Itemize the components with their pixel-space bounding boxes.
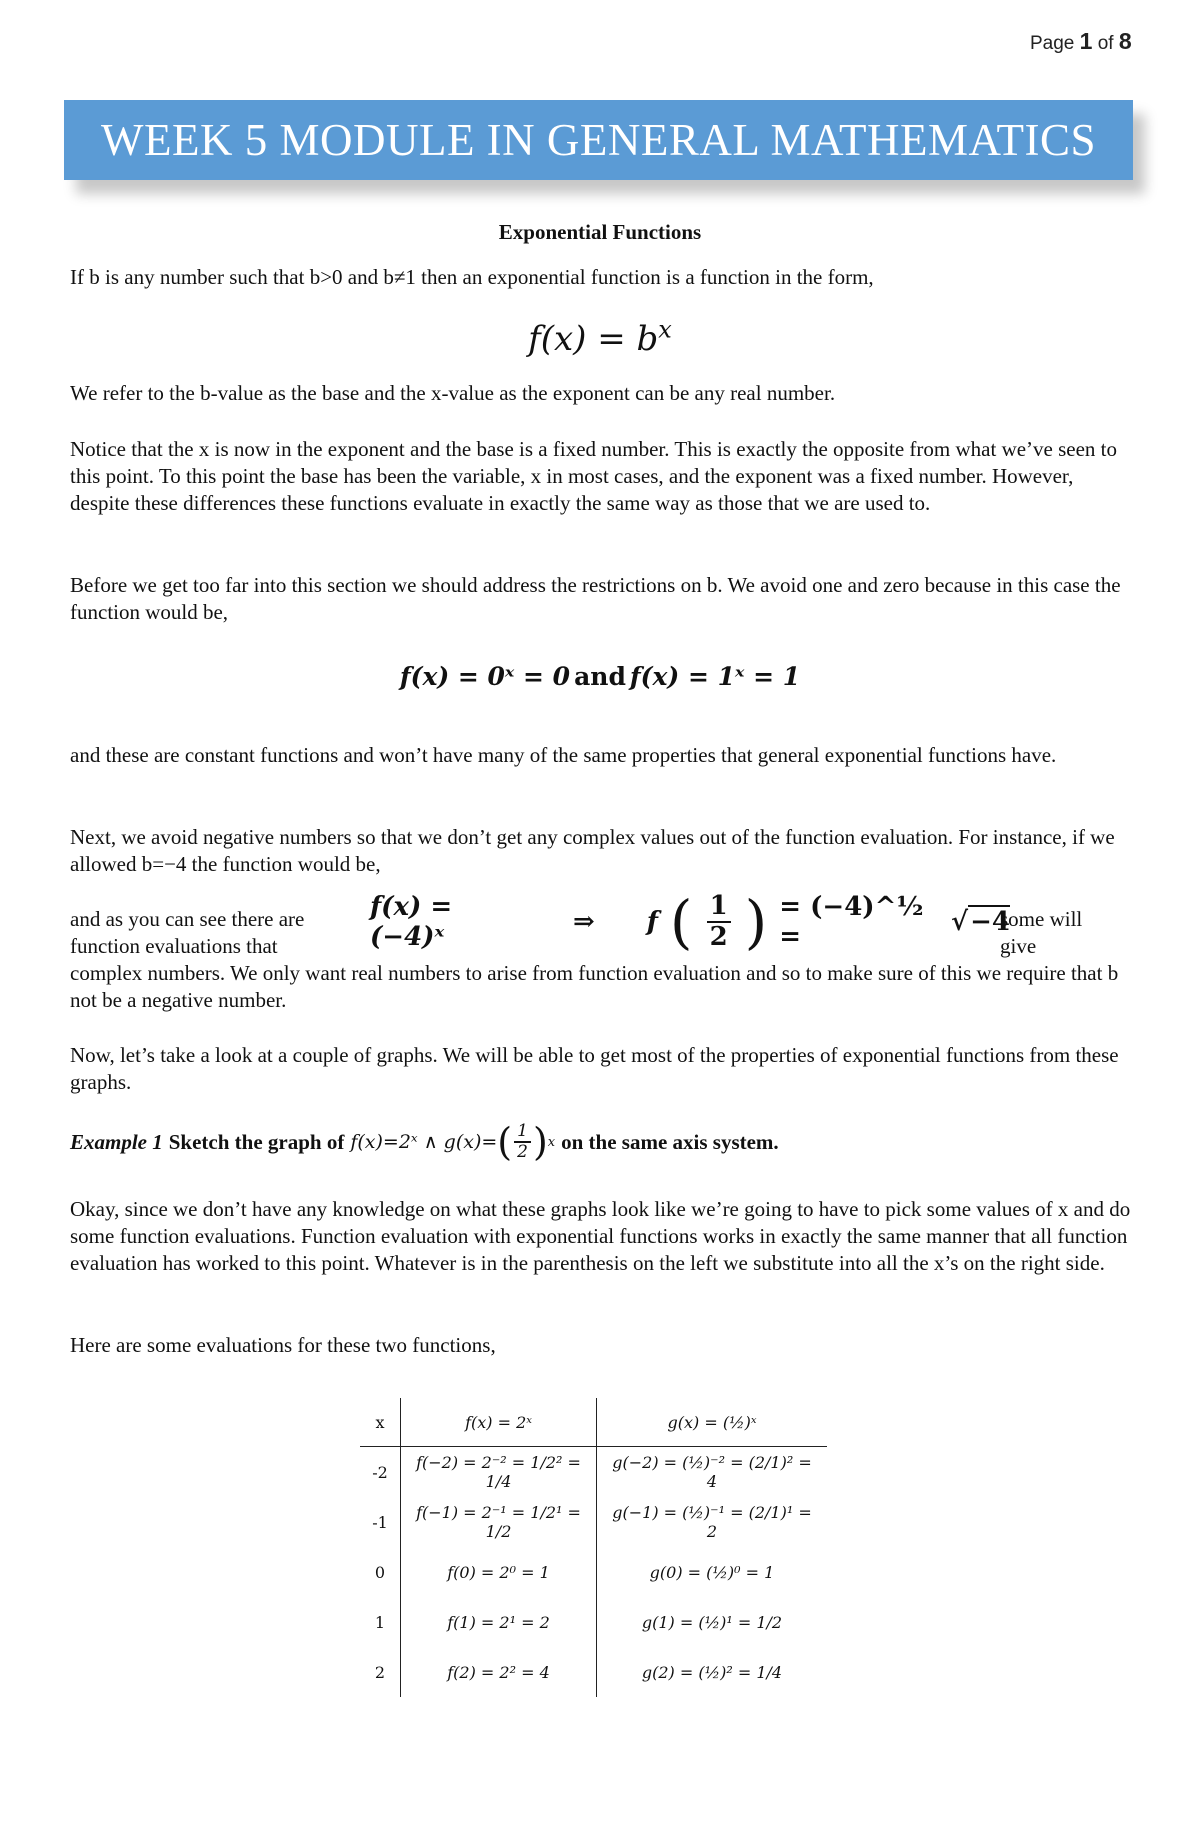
negative-f: f <box>646 907 658 937</box>
table-row <box>360 1597 827 1647</box>
constant-cases-equation <box>0 662 1200 691</box>
example-exponent: x <box>547 1134 556 1150</box>
one-case <box>630 662 800 691</box>
cell-g: g(−1) = (½)⁻¹ = (2/1)¹ = 2 <box>612 1503 812 1541</box>
cell-x: 2 <box>360 1647 401 1697</box>
total-pages: 8 <box>1118 28 1132 54</box>
zero-case-text: f(x) = 0ˣ = 0 <box>399 662 571 691</box>
graphs-intro-paragraph: Now, let’s take a look at a couple of graphs. We will be able to get most of the properties of exponential functions from these graphs. <box>70 1043 1119 1094</box>
definition-base: f(x) = b <box>528 319 659 360</box>
example-denominator: 2 <box>517 1142 528 1162</box>
page-number <box>1030 28 1132 55</box>
cell-f: f(1) = 2¹ = 2 <box>401 1597 597 1647</box>
header-f: f(x) = 2ˣ <box>401 1398 597 1447</box>
negative-lhs: f(x) = (−4)ˣ <box>370 892 453 952</box>
table-header-row <box>360 1398 827 1447</box>
example-tail: on the same axis system. <box>561 1129 779 1154</box>
current-page: 1 <box>1079 28 1093 54</box>
cell-x: -1 <box>360 1497 401 1547</box>
example-label: Example 1 <box>70 1129 163 1154</box>
cell-g: g(−2) = (½)⁻² = (2/1)² = 4 <box>612 1453 812 1491</box>
page-of-label: of <box>1097 33 1114 54</box>
cell-x: -2 <box>360 1447 401 1498</box>
cell-f: f(0) = 2⁰ = 1 <box>401 1547 597 1597</box>
sqrt-symbol: √ <box>951 907 969 937</box>
cell-f: f(2) = 2² = 4 <box>401 1647 597 1697</box>
restrictions-paragraph: Before we get too far into this section we should address the restrictions on b. We avoid one and zero because in this case the function would be, <box>70 573 1121 624</box>
sqrt-argument: −4 <box>970 907 1010 937</box>
cell-g: g(0) = (½)⁰ = 1 <box>649 1562 775 1582</box>
and-connector: and <box>574 662 626 691</box>
example-lead: Sketch the graph of <box>168 1129 345 1154</box>
example-close-paren: ) <box>532 1120 548 1164</box>
example-fraction <box>514 1122 531 1161</box>
example-math-text: f(x)=2ˣ ∧ g(x)= <box>350 1131 498 1153</box>
constant-functions-paragraph: and these are constant functions and won’t have many of the same properties that general exponential functions have. <box>70 743 1057 767</box>
base-exponent-paragraph: We refer to the b-value as the base and the x-value as the exponent can be any real number. <box>70 381 836 405</box>
table-row <box>360 1647 827 1697</box>
cell-x: 1 <box>360 1597 401 1647</box>
example-numerator: 1 <box>514 1122 531 1143</box>
module-title-banner <box>64 100 1133 180</box>
definition-paragraph: If b is any number such that b>0 and b≠1 then an exponential function is a function in the form, <box>70 265 874 289</box>
cell-f: f(−2) = 2⁻² = 1/2² = 1/4 <box>401 1447 597 1498</box>
negative-base-paragraph: Next, we avoid negative numbers so that we don’t get any complex values out of the function evaluation. For instance, if we allowed b=−4 the function would be, <box>70 825 1115 876</box>
table-row <box>360 1447 827 1498</box>
close-paren: ) <box>744 888 768 956</box>
half-numerator: 1 <box>707 892 731 923</box>
one-case-text: f(x) = 1ˣ = 1 <box>629 662 801 691</box>
example-math <box>350 1120 555 1164</box>
evaluation-table <box>360 1398 827 1697</box>
table-row <box>360 1497 827 1547</box>
implies-symbol: ⇒ <box>572 907 595 937</box>
header-x: x <box>360 1398 401 1447</box>
complex-right-text: some will give <box>1000 907 1083 958</box>
module-title: WEEK 5 MODULE IN GENERAL MATHEMATICS <box>101 115 1096 165</box>
half-denominator: 2 <box>709 922 728 952</box>
example-open-paren: ( <box>497 1120 513 1164</box>
complex-left-text: and as you can see there are function evaluations that <box>70 907 305 958</box>
zero-case <box>400 662 570 691</box>
table-row <box>360 1547 827 1597</box>
definition-formula <box>528 316 672 360</box>
negative-base-equation <box>370 888 1010 956</box>
cell-f: f(−1) = 2⁻¹ = 1/2¹ = 1/2 <box>401 1497 597 1547</box>
header-g: g(x) = (½)ˣ <box>597 1398 828 1447</box>
complex-continuation-paragraph: complex numbers. We only want real numbers to arise from function evaluation and so to make sure of this we require that b not be a negative number. <box>70 961 1119 1012</box>
definition-equation <box>0 316 1200 359</box>
cell-g: g(2) = (½)² = 1/4 <box>641 1662 783 1682</box>
negative-rhs: = (−4)^½ = <box>779 892 924 952</box>
cell-x: 0 <box>360 1547 401 1597</box>
evaluation-explanation-paragraph: Okay, since we don’t have any knowledge on what these graphs look like we’re going to have to pick some values of x and do some function evaluations. Function evaluation with exponential functions works in exactly the same manner that all function evaluation has worked to this point. Whatever is in the parenthesis on the left we substitute into all the x’s on the right side. <box>70 1197 1131 1275</box>
evaluations-intro-paragraph: Here are some evaluations for these two functions, <box>70 1333 496 1357</box>
half-fraction <box>707 892 731 951</box>
open-paren: ( <box>669 888 693 956</box>
notice-paragraph: Notice that the x is now in the exponent and the base is a fixed number. This is exactly the opposite from what we’ve seen to this point. To this point the base has been the variable, x in most cases, and the exponent was a fixed number. However, despite these differences these functions evaluate in exactly the same way as those that we are used to. <box>70 437 1118 515</box>
section-title: Exponential Functions <box>498 220 702 244</box>
page-label: Page <box>1030 33 1075 54</box>
example-heading <box>70 1120 779 1164</box>
definition-exponent: x <box>658 316 672 344</box>
cell-g: g(1) = (½)¹ = 1/2 <box>641 1612 783 1632</box>
